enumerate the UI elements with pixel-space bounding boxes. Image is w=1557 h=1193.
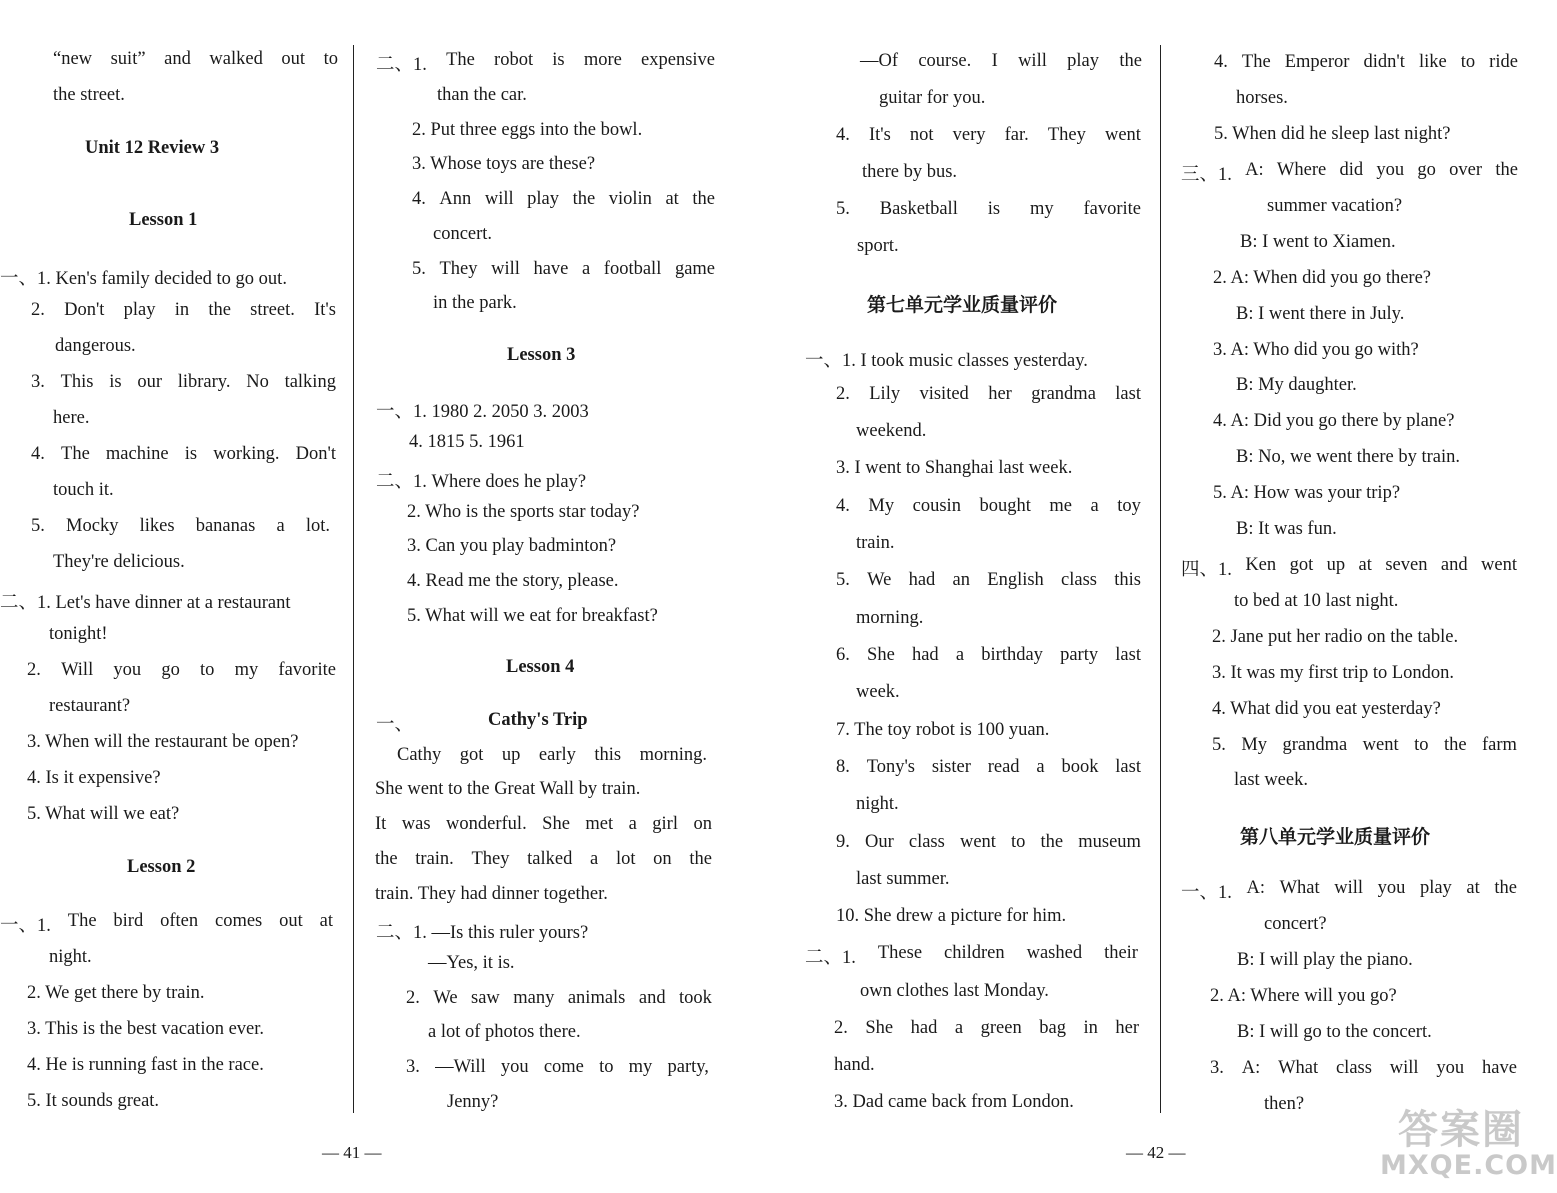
answer-line: 5. When did he sleep last night? <box>1214 124 1451 144</box>
section-heading: Lesson 1 <box>129 210 198 230</box>
answer-line: —Of course. I will play the <box>860 51 1142 71</box>
section-heading: Unit 12 Review 3 <box>85 138 220 158</box>
answer-line: She went to the Great Wall by train. <box>375 779 641 799</box>
answer-line: 5. We had an English class this <box>836 570 1141 590</box>
column-divider <box>1160 45 1161 1113</box>
answer-line: then? <box>1264 1094 1305 1114</box>
answer-line: last summer. <box>856 869 950 889</box>
answer-line: 5. Mocky likes bananas a lot. <box>31 516 330 536</box>
answer-line: 4. Is it expensive? <box>27 768 161 788</box>
answer-line: 2. Will you go to my favorite <box>27 660 336 680</box>
answer-line: 二、1. These children washed their <box>805 943 1138 968</box>
answer-line: 2. Lily visited her grandma last <box>836 384 1141 404</box>
answer-line: 3. —Will you come to my party, <box>406 1057 709 1077</box>
answer-line: train. They had dinner together. <box>375 884 608 904</box>
column-divider <box>353 45 354 1113</box>
answer-line: than the car. <box>437 85 527 105</box>
answer-line: 4. My cousin bought me a toy <box>836 496 1141 516</box>
watermark-logo: 答案圈 <box>1398 1107 1524 1153</box>
answer-line: own clothes last Monday. <box>860 981 1049 1001</box>
answer-line: a lot of photos there. <box>428 1022 581 1042</box>
answer-line: guitar for you. <box>879 88 986 108</box>
answer-line: 7. The toy robot is 100 yuan. <box>836 720 1050 740</box>
answer-line: 3. Dad came back from London. <box>834 1092 1074 1112</box>
answer-line: summer vacation? <box>1267 196 1403 216</box>
answer-line: dangerous. <box>55 336 136 356</box>
answer-line: 2. Don't play in the street. It's <box>31 300 336 320</box>
answer-line: 3. Can you play badminton? <box>407 536 617 556</box>
answer-line: 5. They will have a football game <box>412 259 715 279</box>
answer-line: B: My daughter. <box>1236 375 1357 395</box>
answer-line: They're delicious. <box>53 552 185 572</box>
answer-line: 一、 <box>376 715 414 735</box>
answer-line: 2. Jane put her radio on the table. <box>1212 627 1459 647</box>
answer-line: Jenny? <box>447 1092 499 1112</box>
page-number-left: — 41 — <box>322 1143 382 1162</box>
answer-line: B: I will go to the concert. <box>1237 1022 1432 1042</box>
answer-line: “new suit” and walked out to <box>53 49 338 69</box>
answer-line: 4. Ann will play the violin at the <box>412 189 715 209</box>
answer-line: 3. I went to Shanghai last week. <box>836 458 1073 478</box>
section-heading: Lesson 4 <box>506 657 575 677</box>
answer-line: 4. He is running fast in the race. <box>27 1055 264 1075</box>
answer-line: 2. We get there by train. <box>27 983 205 1003</box>
answer-line: 2. A: Where will you go? <box>1210 986 1397 1006</box>
answer-line: 3. This is our library. No talking <box>31 372 336 392</box>
answer-line: B: It was fun. <box>1236 519 1337 539</box>
answer-line: B: I will play the piano. <box>1237 950 1413 970</box>
answer-line: 4. What did you eat yesterday? <box>1212 699 1441 719</box>
answer-line: 10. She drew a picture for him. <box>836 906 1067 926</box>
answer-line: 5. A: How was your trip? <box>1213 483 1401 503</box>
answer-line: there by bus. <box>862 162 958 182</box>
answer-line: B: I went there in July. <box>1236 304 1405 324</box>
answer-line: B: I went to Xiamen. <box>1240 232 1396 252</box>
answer-line: 2. She had a green bag in her <box>834 1018 1139 1038</box>
answer-line: 一、1. The bird often comes out at <box>0 911 333 936</box>
section-heading: Lesson 2 <box>127 857 196 877</box>
answer-line: the train. They talked a lot on the <box>375 849 712 869</box>
answer-line: restaurant? <box>49 696 131 716</box>
answer-line: 5. What will we eat? <box>27 804 180 824</box>
answer-line: touch it. <box>53 480 114 500</box>
answer-line: morning. <box>856 608 924 628</box>
answer-line: 5. It sounds great. <box>27 1091 160 1111</box>
answer-line: Cathy got up early this morning. <box>397 745 707 765</box>
answer-line: hand. <box>834 1055 875 1075</box>
answer-line: 4. The machine is working. Don't <box>31 444 336 464</box>
answer-line: 3. It was my first trip to London. <box>1212 663 1455 683</box>
answer-line: 3. This is the best vacation ever. <box>27 1019 265 1039</box>
answer-line: 8. Tony's sister read a book last <box>836 757 1141 777</box>
answer-line: 5. Basketball is my favorite <box>836 199 1141 219</box>
answer-line: 2. Put three eggs into the bowl. <box>412 120 643 140</box>
answer-line: 5. What will we eat for breakfast? <box>407 606 658 626</box>
answer-line: 4. Read me the story, please. <box>407 571 619 591</box>
answer-line: 2. We saw many animals and took <box>406 988 712 1008</box>
answer-line: 2. A: When did you go there? <box>1213 268 1432 288</box>
section-heading: 第七单元学业质量评价 <box>867 294 1058 316</box>
answer-line: week. <box>856 682 900 702</box>
answer-line: tonight! <box>49 624 108 644</box>
answer-line: 二、1. Where does he play? <box>376 472 587 492</box>
answer-line: 4. 1815 5. 1961 <box>409 432 525 452</box>
answer-line: night. <box>856 794 899 814</box>
answer-line: sport. <box>857 236 899 256</box>
answer-line: concert? <box>1264 914 1327 934</box>
answer-line: 二、1. —Is this ruler yours? <box>376 923 589 943</box>
answer-line: horses. <box>1236 88 1288 108</box>
answer-line: 一、1. 1980 2. 2050 3. 2003 <box>376 402 589 422</box>
answer-line: weekend. <box>856 421 927 441</box>
answer-line: 6. She had a birthday party last <box>836 645 1141 665</box>
answer-line: 2. Who is the sports star today? <box>407 502 640 522</box>
answer-line: last week. <box>1234 770 1308 790</box>
answer-line: 5. My grandma went to the farm <box>1212 735 1517 755</box>
answer-line: the street. <box>53 85 125 105</box>
answer-line: train. <box>856 533 895 553</box>
answer-line: in the park. <box>433 293 517 313</box>
answer-line: 4. The Emperor didn't like to ride <box>1214 52 1518 72</box>
answer-line: 二、1. The robot is more expensive <box>376 50 715 75</box>
answer-line: 3. A: What class will you have <box>1210 1058 1517 1078</box>
answer-line: 3. A: Who did you go with? <box>1213 340 1419 360</box>
answer-line: 一、1. Ken's family decided to go out. <box>0 269 287 289</box>
watermark-url: MXQE.COM <box>1380 1150 1557 1181</box>
answer-line: 四、1. Ken got up at seven and went <box>1181 555 1517 580</box>
answer-line: 一、1. A: What will you play at the <box>1181 878 1517 903</box>
answer-line: night. <box>49 947 92 967</box>
page-number-right: — 42 — <box>1126 1143 1186 1162</box>
section-heading: 第八单元学业质量评价 <box>1240 826 1431 848</box>
answer-line: 9. Our class went to the museum <box>836 832 1141 852</box>
answer-line: 三、1. A: Where did you go over the <box>1181 160 1518 185</box>
answer-line: 一、1. I took music classes yesterday. <box>805 351 1088 371</box>
answer-line: here. <box>53 408 90 428</box>
answer-line: 4. It's not very far. They went <box>836 125 1141 145</box>
answer-line: 3. When will the restaurant be open? <box>27 732 299 752</box>
answer-line: 二、1. Let's have dinner at a restaurant <box>0 593 291 613</box>
answer-line: B: No, we went there by train. <box>1236 447 1460 467</box>
answer-line: to bed at 10 last night. <box>1234 591 1399 611</box>
answer-line: It was wonderful. She met a girl on <box>375 814 712 834</box>
section-heading: Lesson 3 <box>507 345 576 365</box>
answer-line: concert. <box>433 224 493 244</box>
answer-line: 4. A: Did you go there by plane? <box>1213 411 1455 431</box>
answer-line: 3. Whose toys are these? <box>412 154 596 174</box>
answer-line: —Yes, it is. <box>428 953 515 973</box>
section-heading: Cathy's Trip <box>488 710 588 730</box>
